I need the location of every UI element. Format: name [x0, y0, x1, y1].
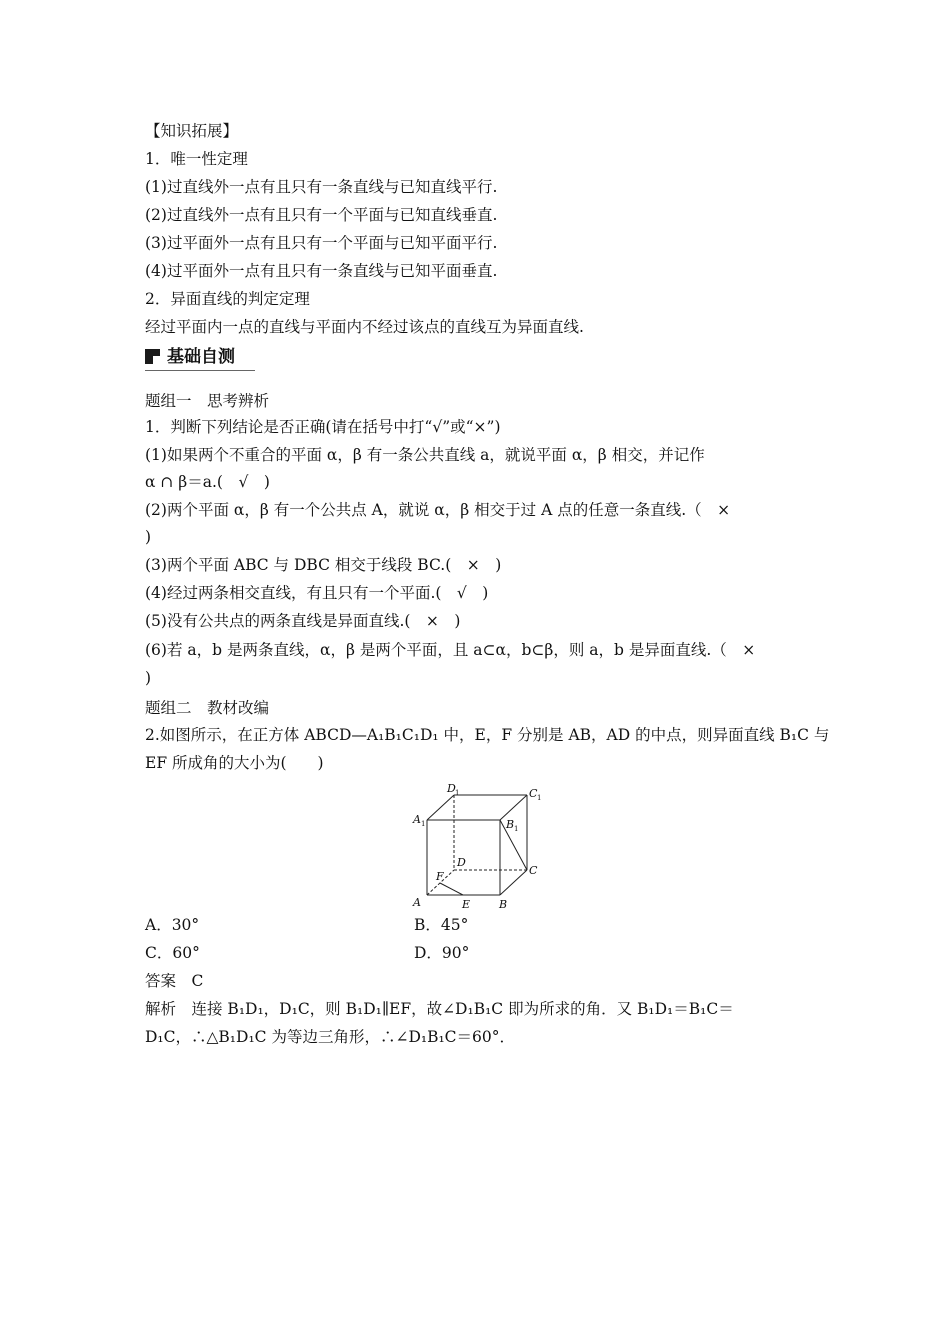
label-a1-sub: 1 — [421, 820, 426, 828]
label-d1-sub: 1 — [455, 789, 460, 797]
theorem-point-2: (2)过直线外一点有且只有一个平面与已知直线垂直. — [145, 206, 498, 224]
option-a: A．30° — [145, 916, 200, 934]
statement-5: (5)没有公共点的两条直线是异面直线.( × ) — [145, 612, 461, 630]
cube-diagram — [410, 782, 545, 912]
edge-bc — [500, 870, 527, 895]
answer: 答案 C — [145, 972, 204, 990]
statement-6-line2: ) — [145, 669, 152, 687]
statement-2-line1: (2)两个平面 α，β 有一个公共点 A，就说 α，β 相交于过 A 点的任意一条直线.（ × — [145, 501, 731, 519]
label-d1: D — [447, 782, 456, 795]
label-c1: C — [529, 787, 538, 800]
label-b1: B — [506, 818, 515, 831]
statement-3: (3)两个平面 ABC 与 DBC 相交于线段 BC.( × ) — [145, 556, 502, 574]
label-a1: A — [413, 813, 421, 826]
theorem-skew-text: 经过平面内一点的直线与平面内不经过该点的直线互为异面直线. — [145, 318, 584, 336]
edge-a1d1 — [427, 795, 454, 820]
statement-4: (4)经过两条相交直线，有且只有一个平面.( √ ) — [145, 584, 489, 602]
section-heading — [145, 344, 255, 372]
theorem-point-4: (4)过平面外一点有且只有一条直线与已知平面垂直. — [145, 262, 498, 280]
group1-title: 题组一 思考辨析 — [145, 392, 270, 410]
statement-1-line2: α ∩ β＝a.( √ ) — [145, 473, 270, 491]
section-underline — [145, 370, 255, 371]
knowledge-title: 【知识拓展】 — [145, 122, 239, 140]
theorem-uniqueness-title: 1．唯一性定理 — [145, 150, 248, 168]
statement-6-line1: (6)若 a，b 是两条直线，α，β 是两个平面，且 a⊂α，b⊂β，则 a，b 是异面直线.（ × — [145, 641, 756, 659]
label-a: A — [413, 896, 421, 909]
label-e: E — [462, 898, 471, 911]
theorem-skew-title: 2．异面直线的判定定理 — [145, 290, 310, 308]
edge-b1c1 — [500, 795, 527, 820]
label-b1-sub: 1 — [514, 825, 519, 833]
label-c1-sub: 1 — [537, 794, 542, 802]
label-f: F — [436, 870, 444, 883]
analysis-line2: D₁C，∴△B₁D₁C 为等边三角形，∴∠D₁B₁C＝60°． — [145, 1028, 516, 1046]
segment-ef — [440, 883, 463, 895]
cube-figure — [410, 782, 545, 912]
analysis-line1: 解析 连接 B₁D₁，D₁C，则 B₁D₁∥EF，故∠D₁B₁C 即为所求的角．又 B₁D₁＝B₁C＝ — [145, 1000, 734, 1018]
label-b: B — [499, 898, 508, 911]
theorem-point-1: (1)过直线外一点有且只有一条直线与已知直线平行. — [145, 178, 498, 196]
question2-line2: EF 所成角的大小为( ) — [145, 754, 324, 772]
option-d: D．90° — [414, 944, 470, 962]
statement-2-line2: ) — [145, 528, 152, 546]
question2-line1: 2.如图所示，在正方体 ABCD—A₁B₁C₁D₁ 中，E，F 分别是 AB，AD 的中点，则异面直线 B₁C 与 — [145, 726, 830, 744]
group2-title: 题组二 教材改编 — [145, 699, 270, 717]
label-d: D — [457, 856, 466, 869]
option-b: B．45° — [414, 916, 469, 934]
question1-stem: 1．判断下列结论是否正确(请在括号中打“√”或“×”) — [145, 418, 501, 436]
section-title: 基础自测 — [167, 347, 235, 367]
option-c: C．60° — [145, 944, 200, 962]
theorem-point-3: (3)过平面外一点有且只有一个平面与已知平面平行. — [145, 234, 498, 252]
label-c: C — [529, 864, 538, 877]
statement-1-line1: (1)如果两个不重合的平面 α，β 有一条公共直线 a，就说平面 α，β 相交，并记作 — [145, 446, 705, 464]
